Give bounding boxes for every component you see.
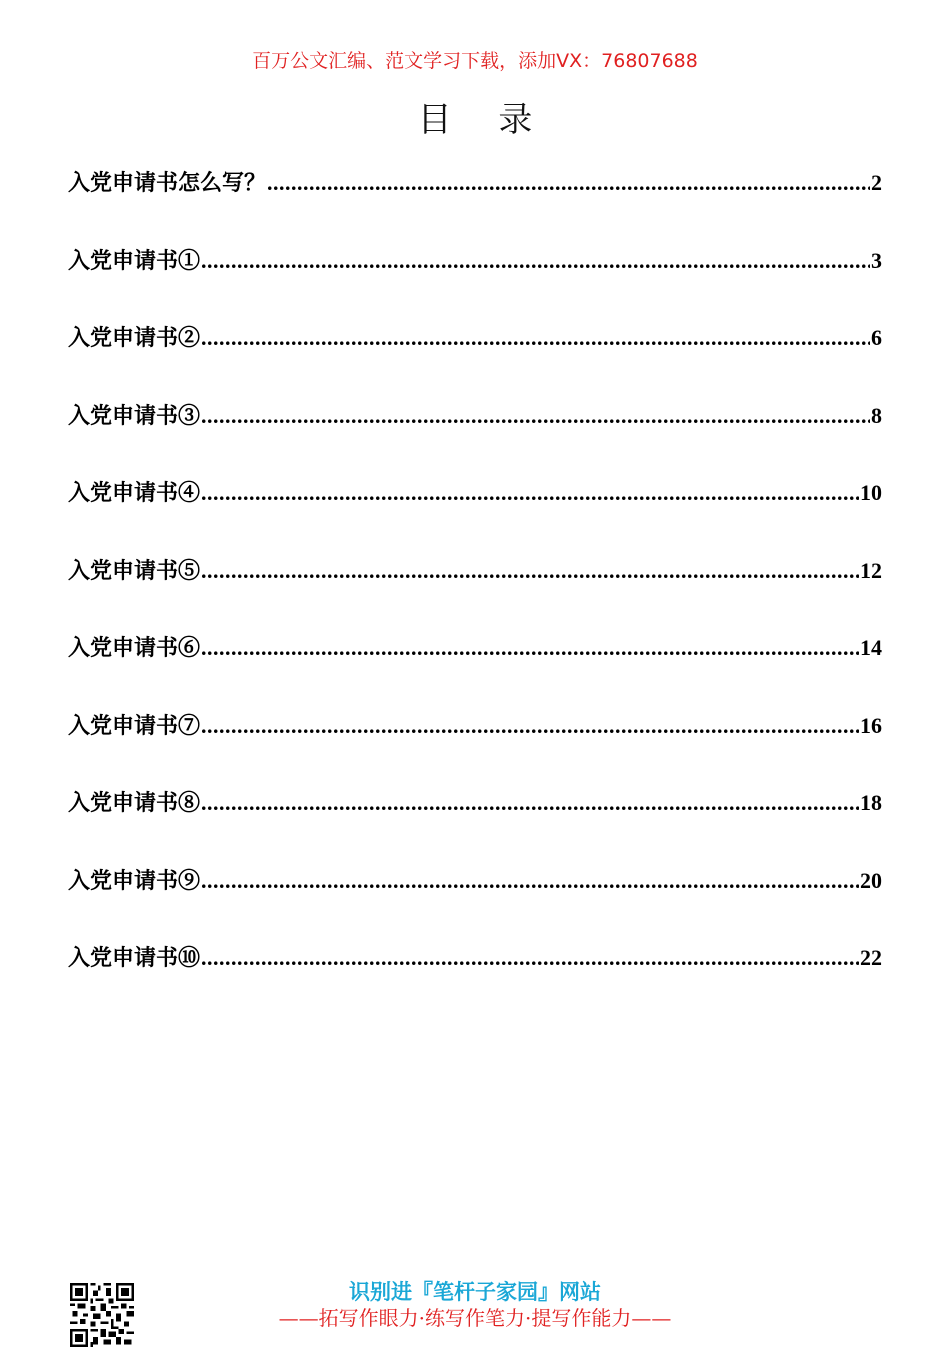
toc-entry-label: 入党申请书⑦	[68, 712, 201, 739]
toc-entry[interactable]	[68, 941, 882, 1019]
toc-entry-label: 入党申请书③	[68, 402, 201, 429]
toc-entry-label: 入党申请书⑩	[68, 945, 201, 971]
toc-entry-label: 入党申请书⑧	[68, 790, 201, 816]
toc-dot-leader	[201, 248, 870, 274]
toc-entry-page-number: 20	[860, 867, 882, 893]
toc-dot-leader	[201, 945, 859, 971]
toc-entry-page-number: 12	[860, 557, 882, 583]
toc-entry[interactable]	[68, 631, 882, 709]
toc-entry-label: 入党申请书②	[68, 325, 201, 351]
toc-entry-label: 入党申请书①	[68, 247, 201, 274]
toc-entry-label: 入党申请书怎么写？	[68, 170, 267, 196]
toc-entry[interactable]	[68, 864, 882, 942]
toc-entry[interactable]	[68, 709, 882, 787]
toc-entry-label: 入党申请书⑨	[68, 867, 201, 894]
toc-dot-leader	[201, 713, 859, 739]
toc-entry[interactable]	[68, 476, 882, 554]
toc-entry[interactable]	[68, 554, 882, 632]
header-banner: 百万公文汇编、范文学习下载，添加VX：76807688	[252, 50, 698, 72]
toc-entry-label: 入党申请书④	[68, 480, 201, 506]
toc-dot-leader	[201, 480, 859, 506]
toc-title: 目 录	[417, 100, 551, 140]
toc-entry[interactable]	[68, 244, 882, 322]
toc-entry[interactable]	[68, 166, 882, 244]
toc-dot-leader	[201, 635, 859, 661]
toc-entry-page-number: 14	[860, 635, 882, 660]
toc-entry-page-number: 2	[871, 170, 882, 195]
toc-entry-page-number: 6	[871, 325, 882, 350]
footer-slogan: ——拓写作眼力·练写作笔力·提写作能力——	[278, 1306, 672, 1330]
toc-entry-page-number: 8	[871, 402, 882, 428]
toc-entry-page-number: 22	[860, 945, 882, 970]
toc-dot-leader	[267, 170, 870, 196]
toc-dot-leader	[201, 325, 870, 351]
toc-entry-label: 入党申请书⑤	[68, 557, 201, 584]
toc-dot-leader	[201, 868, 859, 894]
toc-entry-page-number: 10	[860, 480, 882, 505]
toc-entry[interactable]	[68, 321, 882, 399]
toc-entry-page-number: 18	[860, 790, 882, 815]
toc-entry-page-number: 3	[871, 247, 882, 273]
footer-website-text[interactable]: 识别进『笔杆子家园』网站	[349, 1280, 601, 1304]
toc-entry[interactable]	[68, 399, 882, 477]
toc-entry-label: 入党申请书⑥	[68, 635, 201, 661]
toc-dot-leader	[201, 403, 870, 429]
toc-dot-leader	[201, 790, 859, 816]
toc-list	[68, 166, 882, 1019]
toc-entry[interactable]	[68, 786, 882, 864]
toc-dot-leader	[201, 558, 859, 584]
toc-entry-page-number: 16	[860, 712, 882, 738]
